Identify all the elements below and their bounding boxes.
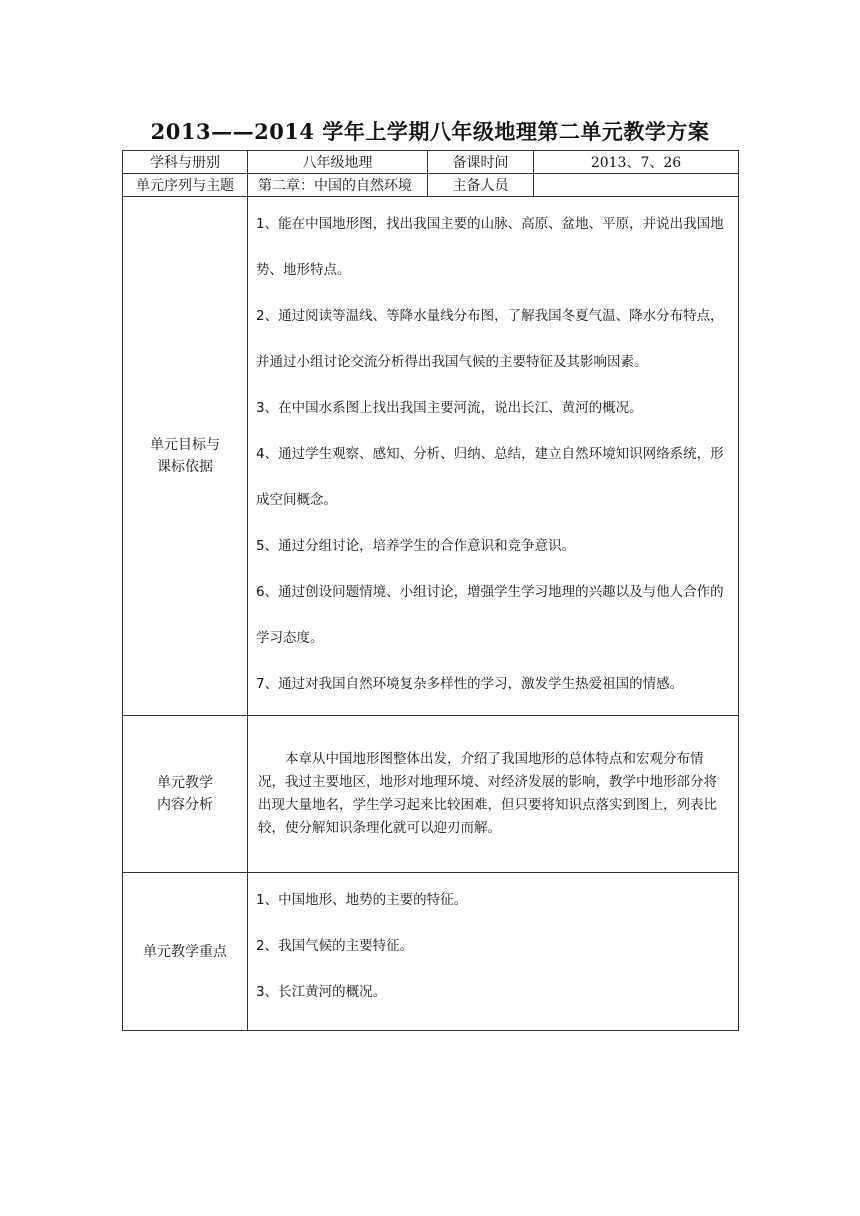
focus-item: 3、长江黄河的概况。 [256, 984, 387, 1000]
goal-item: 7、通过对我国自然环境复杂多样性的学习，激发学生热爱祖国的情感。 [256, 676, 684, 692]
goal-item: 5、通过分组讨论，培养学生的合作意识和竞争意识。 [256, 538, 576, 554]
preparer-value [534, 174, 739, 197]
goals-content [248, 197, 739, 716]
analysis-text: 本章从中国地形图整体出发，介绍了我国地形的总体特点和宏观分布情况，我过主要地区，地形对地理环境、对经济发展的影响，教学中地形部分将出现大量地名，学生学习起来比较困难，但只要将知识点落实到图上，列表比较，使分解知识条理化就可以迎刃而解。 [258, 751, 717, 836]
table-row [123, 174, 739, 197]
plan-table [122, 150, 739, 1031]
goals-label-line2: 课标依据 [157, 459, 213, 475]
table-row [123, 873, 739, 1031]
analysis-label-line2: 内容分析 [157, 797, 213, 813]
preparer-label: 主备人员 [428, 174, 534, 197]
sequence-label: 单元序列与主题 [123, 174, 248, 197]
analysis-content [248, 716, 739, 873]
table-row [123, 151, 739, 174]
table-row [123, 716, 739, 873]
table-row [123, 197, 739, 716]
goals-label-line1: 单元目标与 [150, 437, 220, 453]
goal-item: 1、能在中国地形图，找出我国主要的山脉、高原、盆地、平原，并说出我国地势、地形特点。 [256, 216, 724, 278]
focus-item: 2、我国气候的主要特征。 [256, 938, 414, 954]
goal-item: 6、通过创设问题情境、小组讨论，增强学生学习地理的兴趣以及与他人合作的学习态度。 [256, 584, 724, 646]
focus-item: 1、中国地形、地势的主要的特征。 [256, 892, 468, 908]
document-title: 2013——2014 学年上学期八年级地理第二单元教学方案 [150, 119, 710, 144]
analysis-label [123, 716, 248, 873]
prep-time-label: 备课时间 [428, 151, 534, 174]
subject-value: 八年级地理 [248, 151, 428, 174]
focus-content [248, 873, 739, 1031]
goal-item: 4、通过学生观察、感知、分析、归纳、总结，建立自然环境知识网络系统，形成空间概念。 [256, 446, 724, 508]
focus-label: 单元教学重点 [123, 873, 248, 1031]
subject-label: 学科与册别 [123, 151, 248, 174]
prep-time-value: 2013、7、26 [534, 151, 739, 174]
goal-item: 2、通过阅读等温线、等降水量线分布图，了解我国冬夏气温、降水分布特点，并通过小组讨论交流分析得出我国气候的主要特征及其影响因素。 [256, 308, 724, 370]
goals-label [123, 197, 248, 716]
analysis-label-line1: 单元教学 [157, 775, 213, 791]
goal-item: 3、在中国水系图上找出我国主要河流，说出长江、黄河的概况。 [256, 400, 643, 416]
sequence-value: 第二章：中国的自然环境 [248, 174, 428, 197]
